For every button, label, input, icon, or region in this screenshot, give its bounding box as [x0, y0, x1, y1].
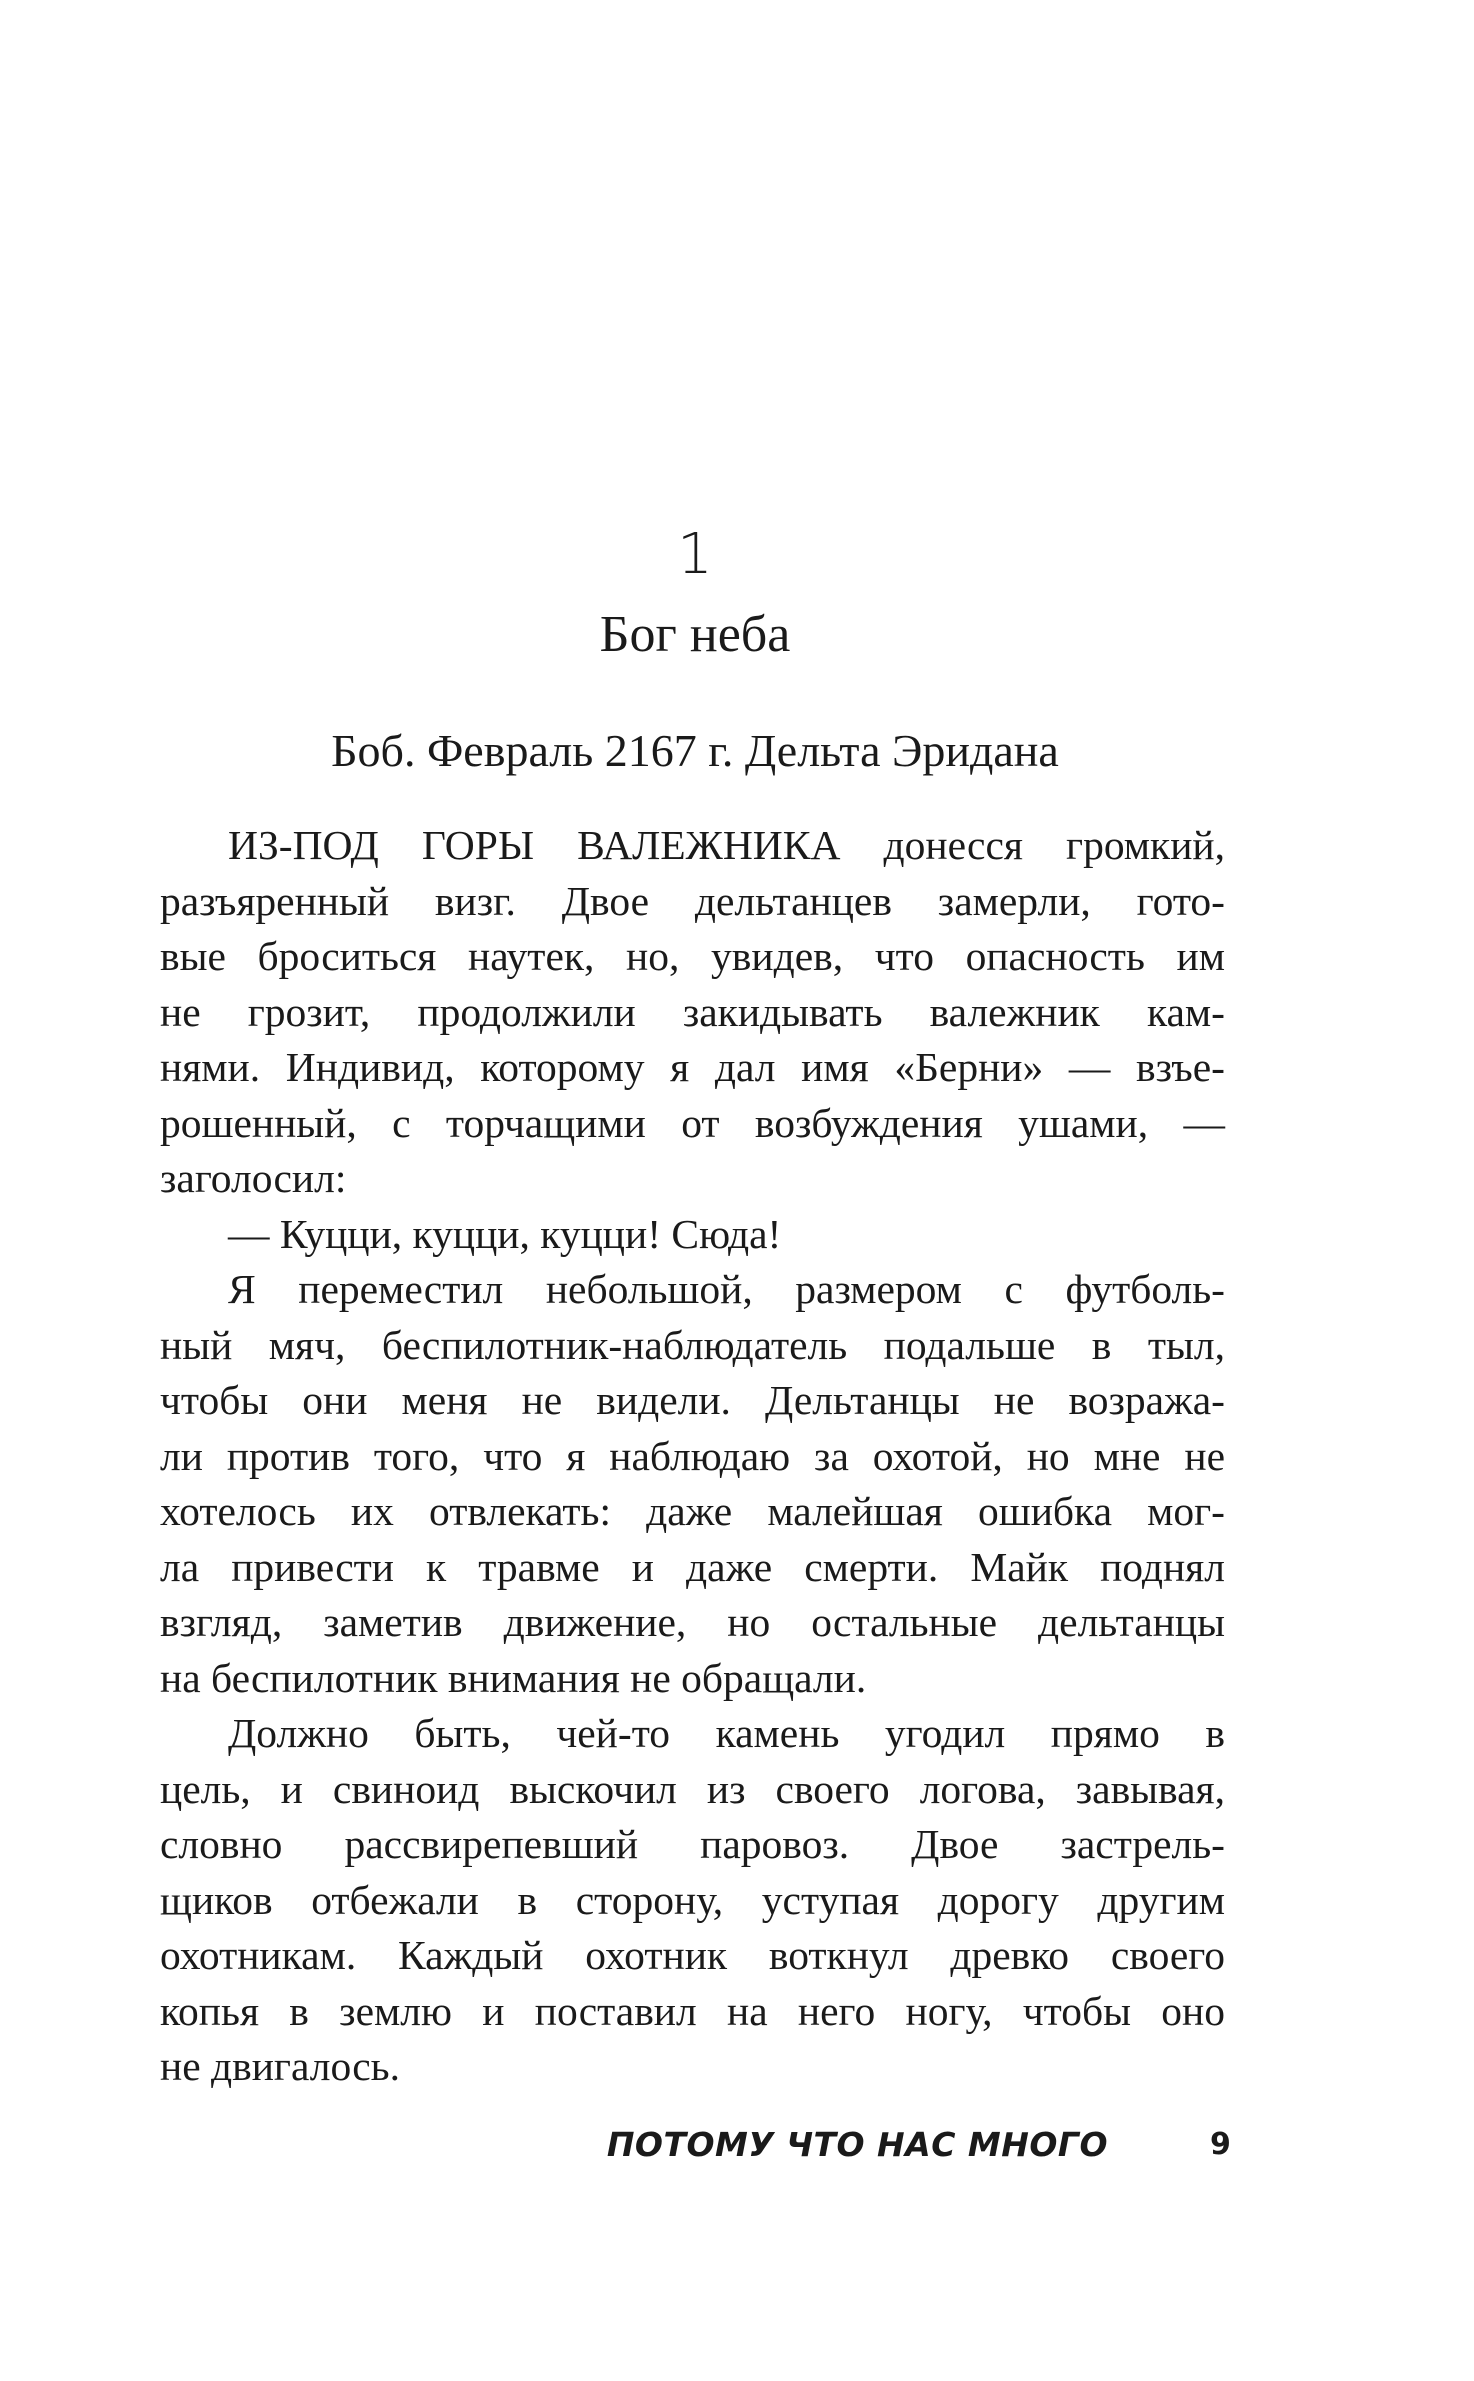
text-line: вые броситься наутек, но, увидев, что опасность им [160, 933, 1225, 979]
text-line: ла привести к травме и даже смерти. Майк поднял [160, 1543, 1225, 1590]
body-text [160, 818, 1225, 2095]
text-line: не грозит, продолжили закидывать валежник кам- [160, 988, 1225, 1035]
text-line: рошенный, с торчащими от возбуждения ушами, — [160, 1099, 1225, 1146]
text-line: Должно быть, чей-то камень угодил прямо в [228, 1710, 1225, 1756]
text-line: охотникам. Каждый охотник воткнул древко своего [160, 1932, 1225, 1978]
text-line: ли против того, что я наблюдаю за охотой, но мне не [160, 1432, 1225, 1479]
text-line: — Куцци, куцци, куцци! Сюда! [228, 1210, 782, 1257]
text-line: заголосил: [160, 1155, 347, 1201]
text-line: ИЗ-ПОД ГОРЫ ВАЛЕЖНИКА донесся громкий, [228, 822, 1225, 868]
text-line: Я переместил небольшой, размером с футболь- [228, 1266, 1225, 1312]
text-line: словно рассвирепевший паровоз. Двое застрель- [160, 1821, 1225, 1867]
text-line: копья в землю и поставил на него ногу, чтобы оно [160, 1987, 1225, 2034]
chapter-number: 1 [677, 522, 713, 587]
text-line: взгляд, заметив движение, но остальные дельтанцы [160, 1599, 1225, 1645]
chapter-title: Бог неба [599, 606, 791, 663]
chapter-dateline: Боб. Февраль 2167 г. Дельта Эридана [331, 725, 1059, 776]
text-line: не двигалось. [160, 2043, 400, 2089]
text-line: ный мяч, беспилотник-наблюдатель подальше в тыл, [160, 1321, 1225, 1368]
page-number: 9 [1210, 2127, 1231, 2162]
text-line: щиков отбежали в сторону, уступая дорогу другим [160, 1876, 1225, 1923]
text-line: нями. Индивид, которому я дал имя «Берни» — взъе- [160, 1044, 1225, 1090]
text-line: цель, и свиноид выскочил из своего логова, завывая, [160, 1765, 1225, 1812]
text-line: чтобы они меня не видели. Дельтанцы не возража- [160, 1377, 1225, 1423]
running-footer-title: ПОТОМУ ЧТО НАС МНОГО [606, 2125, 1108, 2164]
text-line: хотелось их отвлекать: даже малейшая ошибка мог- [160, 1488, 1225, 1534]
text-line: на беспилотник внимания не обращали. [160, 1654, 867, 1701]
text-line: разъяренный визг. Двое дельтанцев замерли, гото- [160, 877, 1225, 924]
